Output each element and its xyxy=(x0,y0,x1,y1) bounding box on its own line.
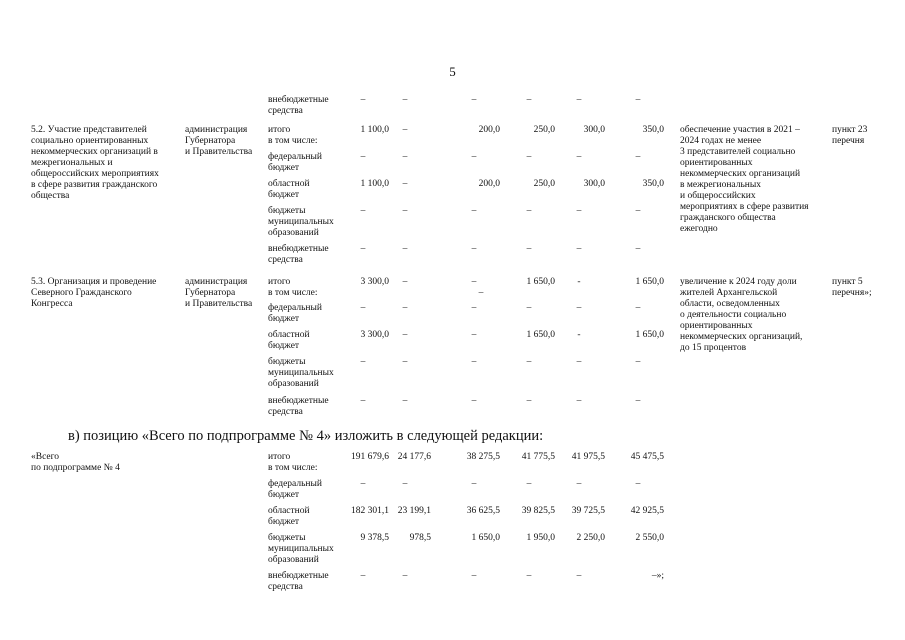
item-name: межрегиональных и xyxy=(31,158,113,168)
table-cell-value: – xyxy=(402,152,408,162)
table-cell-value: 41 975,5 xyxy=(571,452,605,462)
funding-source-label: бюджет xyxy=(268,190,300,200)
table-cell-value: 41 775,5 xyxy=(521,452,555,462)
total-name: «Всего xyxy=(31,452,60,462)
table-cell-value: – xyxy=(635,396,641,406)
item-executor: администрация xyxy=(185,277,248,287)
table-cell-value: – xyxy=(576,571,582,581)
table-cell-value: – xyxy=(576,357,582,367)
table-cell-value: – xyxy=(576,206,582,216)
funding-source-label: средства xyxy=(268,255,303,265)
table-cell-value: – xyxy=(635,303,641,313)
table-cell-value: – xyxy=(526,244,532,254)
item-name: социально ориентированных xyxy=(31,136,149,146)
item-result: жителей Архангельской xyxy=(680,288,778,298)
funding-source-label: образований xyxy=(268,379,319,389)
table-cell-value: 1 650,0 xyxy=(635,277,664,287)
item-result: 3 представителей социально xyxy=(680,147,796,157)
table-cell-value: – xyxy=(635,206,641,216)
table-cell-value: – xyxy=(471,479,477,489)
table-cell-value: – xyxy=(576,303,582,313)
funding-source-label: образований xyxy=(268,228,319,238)
table-cell-value: – xyxy=(360,206,366,216)
table-cell-value: – xyxy=(471,330,477,340)
item-name: Конгресса xyxy=(31,299,73,309)
table-cell-value: 3 300,0 xyxy=(360,277,389,287)
item-executor: и Правительства xyxy=(185,299,253,309)
funding-source-label: внебюджетные xyxy=(268,396,329,406)
table-cell-value: 350,0 xyxy=(642,125,664,135)
table-cell-value: 9 378,5 xyxy=(360,533,389,543)
table-cell-value: – xyxy=(360,479,366,489)
item-result: ежегодно xyxy=(680,224,718,234)
item-reference: перечня»; xyxy=(832,288,872,298)
table-cell-value: – xyxy=(526,396,532,406)
table-cell-value: 39 825,5 xyxy=(521,506,555,516)
table-cell-value: – xyxy=(360,244,366,254)
table-cell-value: – xyxy=(471,357,477,367)
funding-source-label: итого xyxy=(268,452,291,462)
table-cell-value: 191 679,6 xyxy=(351,452,389,462)
funding-source-label: областной xyxy=(268,330,310,340)
funding-source-label: бюджет xyxy=(268,517,300,527)
item-result: некоммерческих организаций, xyxy=(680,332,803,342)
item-result: и общероссийских xyxy=(680,191,756,201)
table-cell-value: – xyxy=(360,571,366,581)
item-result: в межрегиональных xyxy=(680,180,762,190)
funding-source-label: бюджеты xyxy=(268,206,306,216)
table-cell-value: – xyxy=(360,396,366,406)
item-result: увеличение к 2024 году доли xyxy=(680,277,797,287)
table-cell-value: – xyxy=(526,357,532,367)
section-heading: в) позицию «Всего по подпрограмме № 4» изложить в следующей редакции: xyxy=(68,428,544,444)
item-result: о деятельности социально xyxy=(680,310,787,320)
page-number: 5 xyxy=(449,64,456,79)
table-cell-value: – xyxy=(635,357,641,367)
table-cell-value: – xyxy=(402,277,408,287)
funding-source-label: средства xyxy=(268,407,303,417)
funding-source-label: федеральный xyxy=(268,303,322,313)
table-cell-value: 200,0 xyxy=(478,125,500,135)
table-cell-value: 23 199,1 xyxy=(397,506,431,516)
funding-source-label: бюджеты xyxy=(268,357,306,367)
funding-source-label: средства xyxy=(268,582,303,592)
table-cell-value: – xyxy=(471,571,477,581)
table-cell-value: 250,0 xyxy=(533,179,555,189)
funding-source-label: средства xyxy=(268,106,303,116)
funding-source-label: образований xyxy=(268,555,319,565)
table-cell-value: 2 250,0 xyxy=(576,533,605,543)
table-cell-value: – xyxy=(576,95,582,105)
funding-source-label: федеральный xyxy=(268,152,322,162)
table-cell-value: 3 300,0 xyxy=(360,330,389,340)
table-cell-value: – xyxy=(576,479,582,489)
funding-source-label: муниципальных xyxy=(268,368,334,378)
item-name: общероссийских мероприятиях xyxy=(31,169,159,179)
table-cell-value: –»; xyxy=(651,571,664,581)
funding-source-label: внебюджетные xyxy=(268,571,329,581)
funding-source-label: областной xyxy=(268,179,310,189)
table-cell-value: 1 650,0 xyxy=(635,330,664,340)
item-executor: Губернатора xyxy=(185,288,236,298)
table-cell-value: – xyxy=(402,179,408,189)
table-cell-value: 1 650,0 xyxy=(526,330,555,340)
funding-source-label: итого xyxy=(268,125,291,135)
item-name: Северного Гражданского xyxy=(31,288,132,298)
table-cell-value: – xyxy=(360,303,366,313)
item-result: до 15 процентов xyxy=(680,343,747,353)
item-result: некоммерческих организаций xyxy=(680,169,801,179)
table-cell-value: – xyxy=(360,357,366,367)
item-reference: пункт 5 xyxy=(832,277,863,287)
item-executor: Губернатора xyxy=(185,136,236,146)
funding-source-label: бюджет xyxy=(268,341,300,351)
table-cell-value: – xyxy=(471,152,477,162)
funding-source-label: муниципальных xyxy=(268,217,334,227)
table-cell-value: 300,0 xyxy=(583,179,605,189)
table-cell-value: – xyxy=(576,152,582,162)
table-cell-value: 1 100,0 xyxy=(360,179,389,189)
table-cell-value: – xyxy=(402,206,408,216)
table-cell-value: – xyxy=(402,571,408,581)
item-name: 5.3. Организация и проведение xyxy=(31,277,157,287)
table-cell-value: 1 950,0 xyxy=(526,533,555,543)
table-cell-value: 39 725,5 xyxy=(571,506,605,516)
table-cell-value: 182 301,1 xyxy=(351,506,389,516)
table-cell-value: – xyxy=(471,95,477,105)
item-result: гражданского общества xyxy=(680,213,776,223)
table-cell-value: – xyxy=(402,303,408,313)
item-result: области, осведомленных xyxy=(680,299,780,309)
table-cell-value: – xyxy=(402,125,408,135)
table-cell-value: – xyxy=(402,357,408,367)
funding-source-label: областной xyxy=(268,506,310,516)
table-cell-value: – xyxy=(526,95,532,105)
table-cell-value: 250,0 xyxy=(533,125,555,135)
table-cell-value: – xyxy=(402,479,408,489)
table-cell-value: – xyxy=(360,152,366,162)
funding-source-label: бюджет xyxy=(268,490,300,500)
item-result: мероприятиях в сфере развития xyxy=(680,202,809,212)
table-cell-value: 1 650,0 xyxy=(526,277,555,287)
funding-source-label: бюджет xyxy=(268,163,300,173)
funding-source-label: внебюджетные xyxy=(268,95,329,105)
table-cell-value: – xyxy=(402,95,408,105)
table-cell-value: – xyxy=(478,288,484,298)
table-cell-value: – xyxy=(526,571,532,581)
funding-source-label: муниципальных xyxy=(268,544,334,554)
table-cell-value: 1 650,0 xyxy=(471,533,500,543)
item-executor: и Правительства xyxy=(185,147,253,157)
table-cell-value: 38 275,5 xyxy=(466,452,500,462)
table-cell-value: – xyxy=(635,244,641,254)
table-cell-value: – xyxy=(635,479,641,489)
table-cell-value: – xyxy=(471,277,477,287)
table-cell-value: – xyxy=(471,206,477,216)
item-result: обеспечение участия в 2021 – xyxy=(680,125,800,135)
table-cell-value: – xyxy=(402,330,408,340)
table-cell-value: 2 550,0 xyxy=(635,533,664,543)
table-cell-value: 350,0 xyxy=(642,179,664,189)
table-cell-value: – xyxy=(576,396,582,406)
table-cell-value: – xyxy=(471,244,477,254)
table-cell-value: 45 475,5 xyxy=(630,452,664,462)
table-cell-value: – xyxy=(471,396,477,406)
table-cell-value: – xyxy=(526,206,532,216)
table-cell-value: 36 625,5 xyxy=(466,506,500,516)
table-cell-value: – xyxy=(526,152,532,162)
table-cell-value: 300,0 xyxy=(583,125,605,135)
item-name: общества xyxy=(31,191,70,201)
table-cell-value: – xyxy=(471,303,477,313)
table-cell-value: – xyxy=(526,479,532,489)
item-result: ориентированных xyxy=(680,158,753,168)
table-cell-value: 1 100,0 xyxy=(360,125,389,135)
item-reference: перечня xyxy=(832,136,865,146)
item-executor: администрация xyxy=(185,125,248,135)
table-cell-value: – xyxy=(576,244,582,254)
funding-source-label: в том числе: xyxy=(268,136,318,146)
table-cell-value: 24 177,6 xyxy=(397,452,431,462)
table-cell-value: – xyxy=(635,95,641,105)
funding-source-label: в том числе: xyxy=(268,288,318,298)
table-cell-value: – xyxy=(402,396,408,406)
item-name: некоммерческих организаций в xyxy=(31,147,158,157)
funding-source-label: в том числе: xyxy=(268,463,318,473)
table-cell-value: – xyxy=(526,303,532,313)
item-result: 2024 годах не менее xyxy=(680,136,762,146)
funding-source-label: бюджеты xyxy=(268,533,306,543)
funding-source-label: бюджет xyxy=(268,314,300,324)
table-cell-value: 978,5 xyxy=(409,533,431,543)
item-name: 5.2. Участие представителей xyxy=(31,125,147,135)
item-name: в сфере развития гражданского xyxy=(31,180,158,190)
funding-source-label: федеральный xyxy=(268,479,322,489)
table-cell-value: 200,0 xyxy=(478,179,500,189)
table-cell-value: – xyxy=(402,244,408,254)
table-cell-value: - xyxy=(577,330,581,340)
table-cell-value: – xyxy=(635,152,641,162)
funding-source-label: внебюджетные xyxy=(268,244,329,254)
item-reference: пункт 23 xyxy=(832,125,868,135)
table-cell-value: - xyxy=(577,277,581,287)
funding-source-label: итого xyxy=(268,277,291,287)
table-cell-value: 42 925,5 xyxy=(630,506,664,516)
item-result: ориентированных xyxy=(680,321,753,331)
total-name: по подпрограмме № 4 xyxy=(31,463,120,473)
table-cell-value: – xyxy=(360,95,366,105)
